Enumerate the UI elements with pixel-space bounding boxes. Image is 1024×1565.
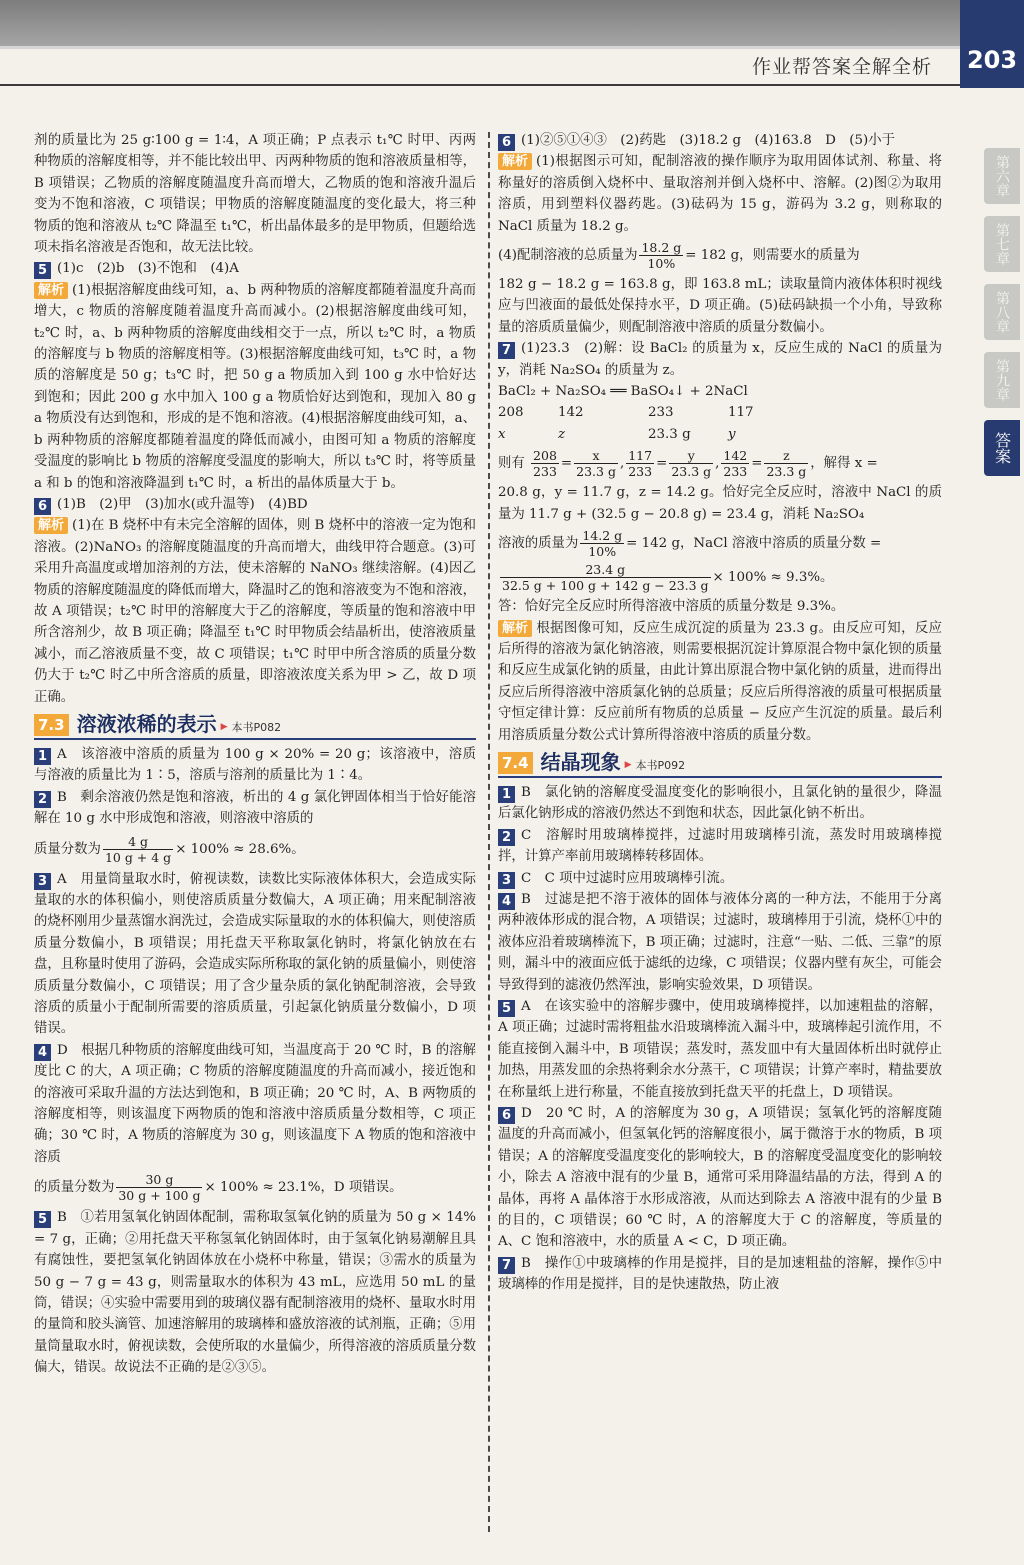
- section-number: 7.4: [498, 752, 533, 774]
- formula-line: [498, 562, 942, 593]
- analysis-q6: [34, 515, 476, 708]
- denominator: 10 g + 4 g: [104, 849, 172, 865]
- analysis-text-cont: 182 g − 18.2 g = 163.8 g，即 163.8 mL；读取量筒内液体体积时视线应与凹液面的最低处保持水平，D 项正确。(5)砝码缺损一个小角，导致称量的溶质质量偏少，则配制溶液中溶质的质量分数偏小。: [498, 277, 942, 335]
- answer-q7: [498, 338, 942, 381]
- answer-text: A 在该实验中的溶解步骤中，使用玻璃棒搅拌，以加速粗盐的溶解，A 项正确；过滤时需将粗盐水沿玻璃棒流入漏斗中，玻璃棒起引流作用，不能直接倒入漏斗中，B 项错误；蒸发时，蒸发皿中有大量固体析出时就停止加热，用蒸发皿的余热将剩余水分蒸干，C 项错误；计算产率时，精盐要放在称量纸上进行称量，不能直接放到托盘天平的托盘上，D 项错误。: [498, 999, 942, 1100]
- section-number: 7.3: [34, 714, 69, 736]
- fraction: [626, 448, 654, 479]
- answer-text: (1)②⑤①④③ (2)药匙 (3)18.2 g (4)163.8 D (5)小于: [521, 133, 896, 148]
- chemical-equation: BaCl₂ + Na₂SO₄ ══ BaSO₄↓ + 2NaCl: [498, 384, 748, 400]
- formula-suffix: = 142 g，NaCl 溶液中溶质的质量分数 =: [626, 536, 882, 552]
- analysis-text: (1)根据溶解度曲线可知，a、b 两种物质的溶解度都随着温度升高而增大，c 物质的溶解度随着温度升高而减小。(2)根据溶解度曲线可知，t₂℃ 时，a、b 两种物质的溶解度曲线相交于一点，所以 t₂℃ 时，a 物质的溶解度与 b 物质的溶解度相等。(3)根据溶解度曲线可知，t₃℃ 时，a 物质的溶解度是 50 g；t₃℃ 时，把 50 g a 物质加入到 100 g 水中恰好达到饱和；因此 200 g 水中加入 100 g a 物质恰好达到饱和，现加入 80 g a 物质没有达到饱和，形成的是不饱和溶液。(4)根据溶解度曲线可知，a、b 两种物质的溶解度都随着温度的降低而减小，由图可知 a 物质的溶解度受温度的影响比 b 物质的溶解度受温度的影响大，所以 t₃℃ 时，将等质量 a 和 b 的饱和溶液降温到 t₁℃ 时，a 析出的晶体质量大于 b。: [34, 282, 476, 491]
- arrow-icon: ▶: [624, 760, 632, 771]
- question-number: 3: [498, 872, 515, 889]
- numerator: 208: [533, 448, 557, 464]
- tab-chapter-9[interactable]: 第九章: [984, 352, 1020, 408]
- fraction: [764, 448, 808, 479]
- analysis-q5: [34, 280, 476, 494]
- formula-suffix: = 182 g，则需要水的质量为: [685, 248, 860, 264]
- formula-suffix: × 100% ≈ 28.6%。: [175, 841, 305, 857]
- answer-7-4-4: [498, 889, 942, 996]
- answer-text: (1)23.3 (2)解：设 BaCl₂ 的质量为 x，反应生成的 NaCl 的质量为 y，消耗 Na₂SO₄ 的质量为 z。: [498, 341, 942, 378]
- denominator: 32.5 g + 100 g + 142 g − 23.3 g: [502, 578, 709, 594]
- fraction: [669, 448, 713, 479]
- question-number: 1: [498, 786, 515, 803]
- answer-7-4-6: [498, 1103, 942, 1253]
- tab-chapter-7[interactable]: 第七章: [984, 216, 1020, 272]
- fraction: [580, 528, 624, 559]
- answer-7-4-1: [498, 782, 942, 825]
- final-answer: 答：恰好完全反应时所得溶液中溶质的质量分数是 9.3%。: [498, 599, 845, 615]
- tab-chapter-8[interactable]: 第八章: [984, 284, 1020, 340]
- answer-text: A 用量筒量取水时，俯视读数，读数比实际液体体积大，会造成实际量取的水的体积偏小，则使溶质质量分数偏大，A 项正确；用来配制溶液的烧杯刚用少量蒸馏水润洗过，会造成实际量取的水的体积偏大，则使溶质质量分数偏小，B 项错误；用托盘天平称取氯化钠时，将氯化钠放在右盘，且称量时使用了游码，会造成实际所称取的氯化钠的质量偏小，则使溶质质量分数偏小，C 项错误；用了含少量杂质的氯化钠配制溶液，会导致溶质的质量小于配制所需要的溶质质量，引起氯化钠质量分数偏小，D 项错误。: [34, 871, 476, 1037]
- result-text: 20.8 g，y = 11.7 g，z = 14.2 g。恰好完全反应时，溶液中 NaCl 的质量为 11.7 g + (32.5 g − 20.8 g) = 23.4 g，消耗 Na₂SO₄: [498, 485, 942, 522]
- fraction: [116, 1172, 202, 1203]
- numerator: y: [669, 448, 713, 464]
- answer-q5: [34, 258, 476, 279]
- analysis-q6r: [498, 151, 942, 237]
- var-y: y: [728, 426, 736, 442]
- ratio-prefix: 则有: [498, 456, 525, 472]
- question-number: 2: [498, 829, 515, 846]
- question-number: 6: [498, 134, 515, 151]
- denominator: 23.3 g: [766, 464, 807, 480]
- question-number: 7: [498, 342, 515, 359]
- answer-7-3-5: [34, 1207, 476, 1378]
- fraction: [721, 448, 749, 479]
- variable-row: [498, 424, 942, 445]
- numerator: 14.2 g: [582, 528, 623, 544]
- answer-text: B 过滤是把不溶于液体的固体与液体分离的一种方法，不能用于分离两种液体形成的混合物，A 项错误；过滤时，玻璃棒用于引流，烧杯①中的液体应沿着玻璃棒流下，B 项正确；过滤时，注意“一贴、二低、三靠”的原则，漏斗中的液面应低于滤纸的边缘，C 项错误；仪器内壁有灰尘，可能会导致得到的滤液仍然浑浊，影响实验效果，D 项错误。: [498, 891, 942, 993]
- analysis-text: (1)根据图示可知，配制溶液的操作顺序为取用固体试剂、称量、将称量好的溶质倒入烧杯中、量取溶剂并倒入烧杯中、溶解。(2)图②为取用溶质，用到塑料仪器药匙。(3)砝码为 15 g，游码为 3.2 g，则称取的 NaCl 质量为 18.2 g。: [498, 154, 942, 234]
- answer-text: (1)B (2)甲 (3)加水(或升温等) (4)BD: [57, 496, 308, 512]
- formula-prefix: 的质量分数为: [34, 1180, 115, 1196]
- tab-chapter-6[interactable]: 第六章: [984, 148, 1020, 204]
- answer-text: A 该溶液中溶质的质量为 100 g × 20% = 20 g；该溶液中，溶质与溶液的质量比为 1∶5，溶质与溶剂的质量比为 1∶4。: [34, 746, 476, 784]
- question-number: 1: [34, 748, 51, 765]
- tab-answers[interactable]: 答案: [984, 420, 1020, 476]
- question-number: 7: [498, 1257, 515, 1274]
- answer-7-4-7: [498, 1253, 942, 1296]
- mass-baso4: 233: [648, 405, 674, 421]
- answer-text: D 根据几种物质的溶解度曲线可知，当温度高于 20 ℃ 时，B 的溶解度比 C 的大，A 项正确；C 物质的溶解度随温度的升高而减小，接近饱和的溶液可采取升温的方法达到饱和，B 项正确；20 ℃ 时，A、B 两物质的溶解度相等，则该温度下两物质的饱和溶液中溶质质量分数相等，C 项正确；30 ℃ 时，A 物质的溶解度为 30 g，则该温度下 A 物质的饱和溶液中溶质: [34, 1042, 476, 1165]
- analysis-label: 解析: [498, 620, 532, 637]
- answer-text: D 20 ℃ 时，A 的溶解度为 30 g，A 项错误；氢氧化钙的溶解度随温度的升高而减小，但氢氧化钙的溶解度很小，属于微溶于水的物质，B 项错误；A 的溶解度受温度变化的影响较大，B 的溶解度受温度变化的影响较小，除去 A 溶液中混有的少量 B，通常可采用降温结晶的方法，得到 A 的晶体，再将 A 晶体溶于水形成溶液，从而达到除去 A 溶液中混有的少量 B 的目的，C 项错误；60 ℃ 时，A 的溶解度大于 C 的溶解度，等质量的 A、C 饱和溶液中，水的质量 A < C，D 项正确。: [498, 1106, 942, 1250]
- formula-suffix: × 100% ≈ 9.3%。: [712, 570, 834, 586]
- numerator: 4 g: [103, 834, 173, 850]
- answer-text: (1)c (2)b (3)不饱和 (4)A: [57, 261, 239, 277]
- continued-text: 剂的质量比为 25 g∶100 g = 1∶4，A 项正确；P 点表示 t₁℃ 时甲、丙两种物质的溶解度相等，并不能比较出甲、丙两种物质的饱和溶液质量相等，B 项错误；乙物质的溶解度随温度升高而增大，乙物质的饱和溶液升温后变为不饱和溶液，C 项错误；甲物质的溶解度随温度的变化最大，将三种物质的饱和溶液从 t₂℃ 降温至 t₁℃，析出晶体最多的是甲物质，但题给选项未指名溶液是否饱和，故无法比较。: [34, 133, 476, 256]
- answer-text: C C 项中过滤时应用玻璃棒引流。: [521, 870, 734, 886]
- analysis-q7: [498, 618, 942, 746]
- header-rule: [0, 84, 960, 86]
- answer-7-3-2: [34, 787, 476, 830]
- question-number: 4: [34, 1044, 51, 1061]
- ratio-line: 则有 $\frac{208}{233}$ = $\frac{x}{23.3 g}$ , $\frac{117}{233}$ = $\frac{y}{23.3 g}$ , $\frac{142}{233}$ = $\frac{z}{23.3 g}$ ，解得 x =: [498, 448, 878, 480]
- formula-line: [498, 528, 942, 559]
- denominator: 23.3 g: [576, 464, 616, 480]
- denominator: 10%: [588, 544, 617, 560]
- left-column: [34, 130, 476, 1379]
- formula-prefix: 溶液的质量为: [498, 536, 579, 552]
- formula-prefix: (4)配制溶液的总质量为: [498, 248, 638, 264]
- question-number: 4: [498, 893, 515, 910]
- top-banner-shine: [0, 46, 960, 49]
- denominator: 233: [628, 464, 653, 480]
- fraction: [574, 448, 618, 479]
- denominator: 23.3 g: [671, 464, 712, 480]
- var-x: x: [498, 426, 506, 442]
- analysis-label: 解析: [498, 153, 532, 170]
- var-precipitate: 23.3 g: [648, 426, 691, 442]
- answer-7-3-4: [34, 1040, 476, 1168]
- right-column: [498, 130, 942, 1296]
- answer-7-4-5: [498, 996, 942, 1103]
- answer-7-4-3: [498, 868, 942, 889]
- chapter-tabs: [984, 148, 1024, 488]
- formula-line: [498, 240, 942, 271]
- question-number: 6: [498, 1107, 515, 1124]
- formula-line: [34, 834, 476, 865]
- analysis-text: 根据图像可知，反应生成沉淀的质量为 23.3 g。由反应可知，反应后所得的溶液为氯化钠溶液，则需要根据沉淀计算原混合物中氯化钡的质量和反应生成氯化钠的质量，由此计算出原混合物中氯化钠的质量，进而得出反应后所得溶液中溶质氯化钠的总质量；反应后所得溶液的质量可根据质量守恒定律计算：反应前所有物质的总质量 − 反应产生沉淀的质量。最后利用溶质质量分数公式计算所得溶液中溶质的质量分数。: [498, 620, 942, 743]
- fraction: [500, 562, 711, 593]
- question-number: 5: [34, 262, 51, 279]
- mass-nacl: 117: [728, 405, 754, 421]
- analysis-text: (1)在 B 烧杯中有未完全溶解的固体，则 B 烧杯中的溶液一定为饱和溶液。(2)NaNO₃ 的溶解度随温度的升高而增大，曲线甲符合题意。(3)可采用升高温度或增加溶剂的方法，使未溶解的 NaNO₃ 继续溶解。(4)因乙物质的溶解度随温度的降低而增大，降温时乙的饱和溶液变为不饱和溶液，故 A 项错误；t₂℃ 时甲的溶解度大于乙的溶解度，等质量的饱和溶液中甲所含溶剂少，故 B 项正确；降温至 t₁℃ 时甲物质会结晶析出，使溶液质量减小，而乙溶液质量不变，故 C 项错误；t₁℃ 时甲中所含溶质的质量分数仍大于 t₂℃ 时乙中所含溶质的质量，即溶液浓度关系为甲 > 乙，故 D 项正确。: [34, 518, 476, 705]
- section-reference: 本书P082: [231, 721, 282, 735]
- answer-7-3-1: [34, 744, 476, 787]
- question-number: 5: [498, 1000, 515, 1017]
- question-number: 5: [34, 1211, 51, 1228]
- mass-bacl2: 208: [498, 405, 524, 421]
- question-number: 6: [34, 498, 51, 515]
- page-number-text: 203: [966, 46, 1018, 74]
- numerator: 18.2 g: [641, 240, 682, 256]
- column-divider: [488, 132, 490, 1532]
- answer-7-4-2: [498, 825, 942, 868]
- section-title: 结晶现象: [540, 750, 621, 775]
- ratio-suffix: ，解得 x =: [810, 456, 878, 472]
- section-7-3-header: [34, 712, 476, 740]
- section-7-4-header: [498, 750, 942, 778]
- analysis-label: 解析: [34, 282, 68, 299]
- formula-suffix: × 100% ≈ 23.1%，D 项错误。: [204, 1180, 403, 1196]
- section-reference: 本书P092: [635, 759, 686, 773]
- question-number: 2: [34, 791, 51, 808]
- answer-q6: [34, 494, 476, 515]
- numerator: 117: [628, 448, 653, 464]
- numerator: 23.4 g: [500, 562, 711, 578]
- fraction: [639, 240, 683, 271]
- numerator: 30 g: [116, 1172, 202, 1188]
- answer-7-3-3: [34, 869, 476, 1040]
- numerator: 142: [723, 448, 748, 464]
- denominator: 30 g + 100 g: [118, 1188, 201, 1204]
- denominator: 233: [533, 464, 557, 480]
- top-banner: [0, 0, 960, 46]
- fraction: [531, 448, 559, 479]
- page-number: [960, 0, 1024, 88]
- var-z: z: [558, 426, 566, 442]
- molar-mass-row: [498, 402, 942, 423]
- answer-q6r: [498, 130, 942, 151]
- mass-na2so4: 142: [558, 405, 584, 421]
- denominator: 233: [723, 464, 748, 480]
- answer-text: B 操作①中玻璃棒的作用是搅拌，目的是加速粗盐的溶解，操作⑤中玻璃棒的作用是搅拌，目的是快速散热，防止液: [498, 1255, 942, 1293]
- formula-prefix: 质量分数为: [34, 841, 101, 857]
- question-number: 3: [34, 873, 51, 890]
- answer-text: B 剩余溶液仍然是饱和溶液，析出的 4 g 氯化钾固体相当于恰好能溶解在 10 g 水中形成饱和溶液，则溶液中溶质的: [34, 789, 476, 827]
- answer-text: B ①若用氢氧化钠固体配制，需称取氢氧化钠的质量为 50 g × 14% = 7 g，正确；②用托盘天平称氢氧化钠固体时，由于氢氧化钠易潮解且具有腐蚀性，要把氢氧化钠固体放在小烧杯中称量，错误；③需水的质量为 50 g − 7 g = 43 g，则需量取水的体积为 43 mL，应选用 50 mL 的量筒，错误；④实验中需要用到的玻璃仪器有配制溶液用的烧杯、量取水时用的量筒和胶头滴管、加速溶解用的玻璃棒和盛放溶液的试剂瓶，正确；⑤用量筒量取水时，俯视读数，会使所取的水量偏少，所得溶液的溶质质量分数偏大，错误。故说法不正确的是②③⑤。: [34, 1210, 476, 1376]
- answer-text: C 溶解时用玻璃棒搅拌，过滤时用玻璃棒引流，蒸发时用玻璃棒搅拌，计算产率前用玻璃棒转移固体。: [498, 827, 942, 865]
- answer-text: B 氯化钠的溶解度受温度变化的影响很小，且氯化钠的量很少，降温后氯化钠形成的溶液仍然达不到饱和状态，因此氯化钠不析出。: [498, 784, 942, 822]
- fraction: [103, 834, 173, 865]
- denominator: 10%: [647, 256, 676, 272]
- section-title: 溶液浓稀的表示: [76, 712, 217, 737]
- numerator: z: [764, 448, 808, 464]
- brand-title: 作业帮答案全解全析: [751, 56, 932, 78]
- numerator: x: [574, 448, 618, 464]
- analysis-label: 解析: [34, 517, 68, 534]
- arrow-icon: ▶: [220, 722, 228, 733]
- formula-line: [34, 1172, 476, 1203]
